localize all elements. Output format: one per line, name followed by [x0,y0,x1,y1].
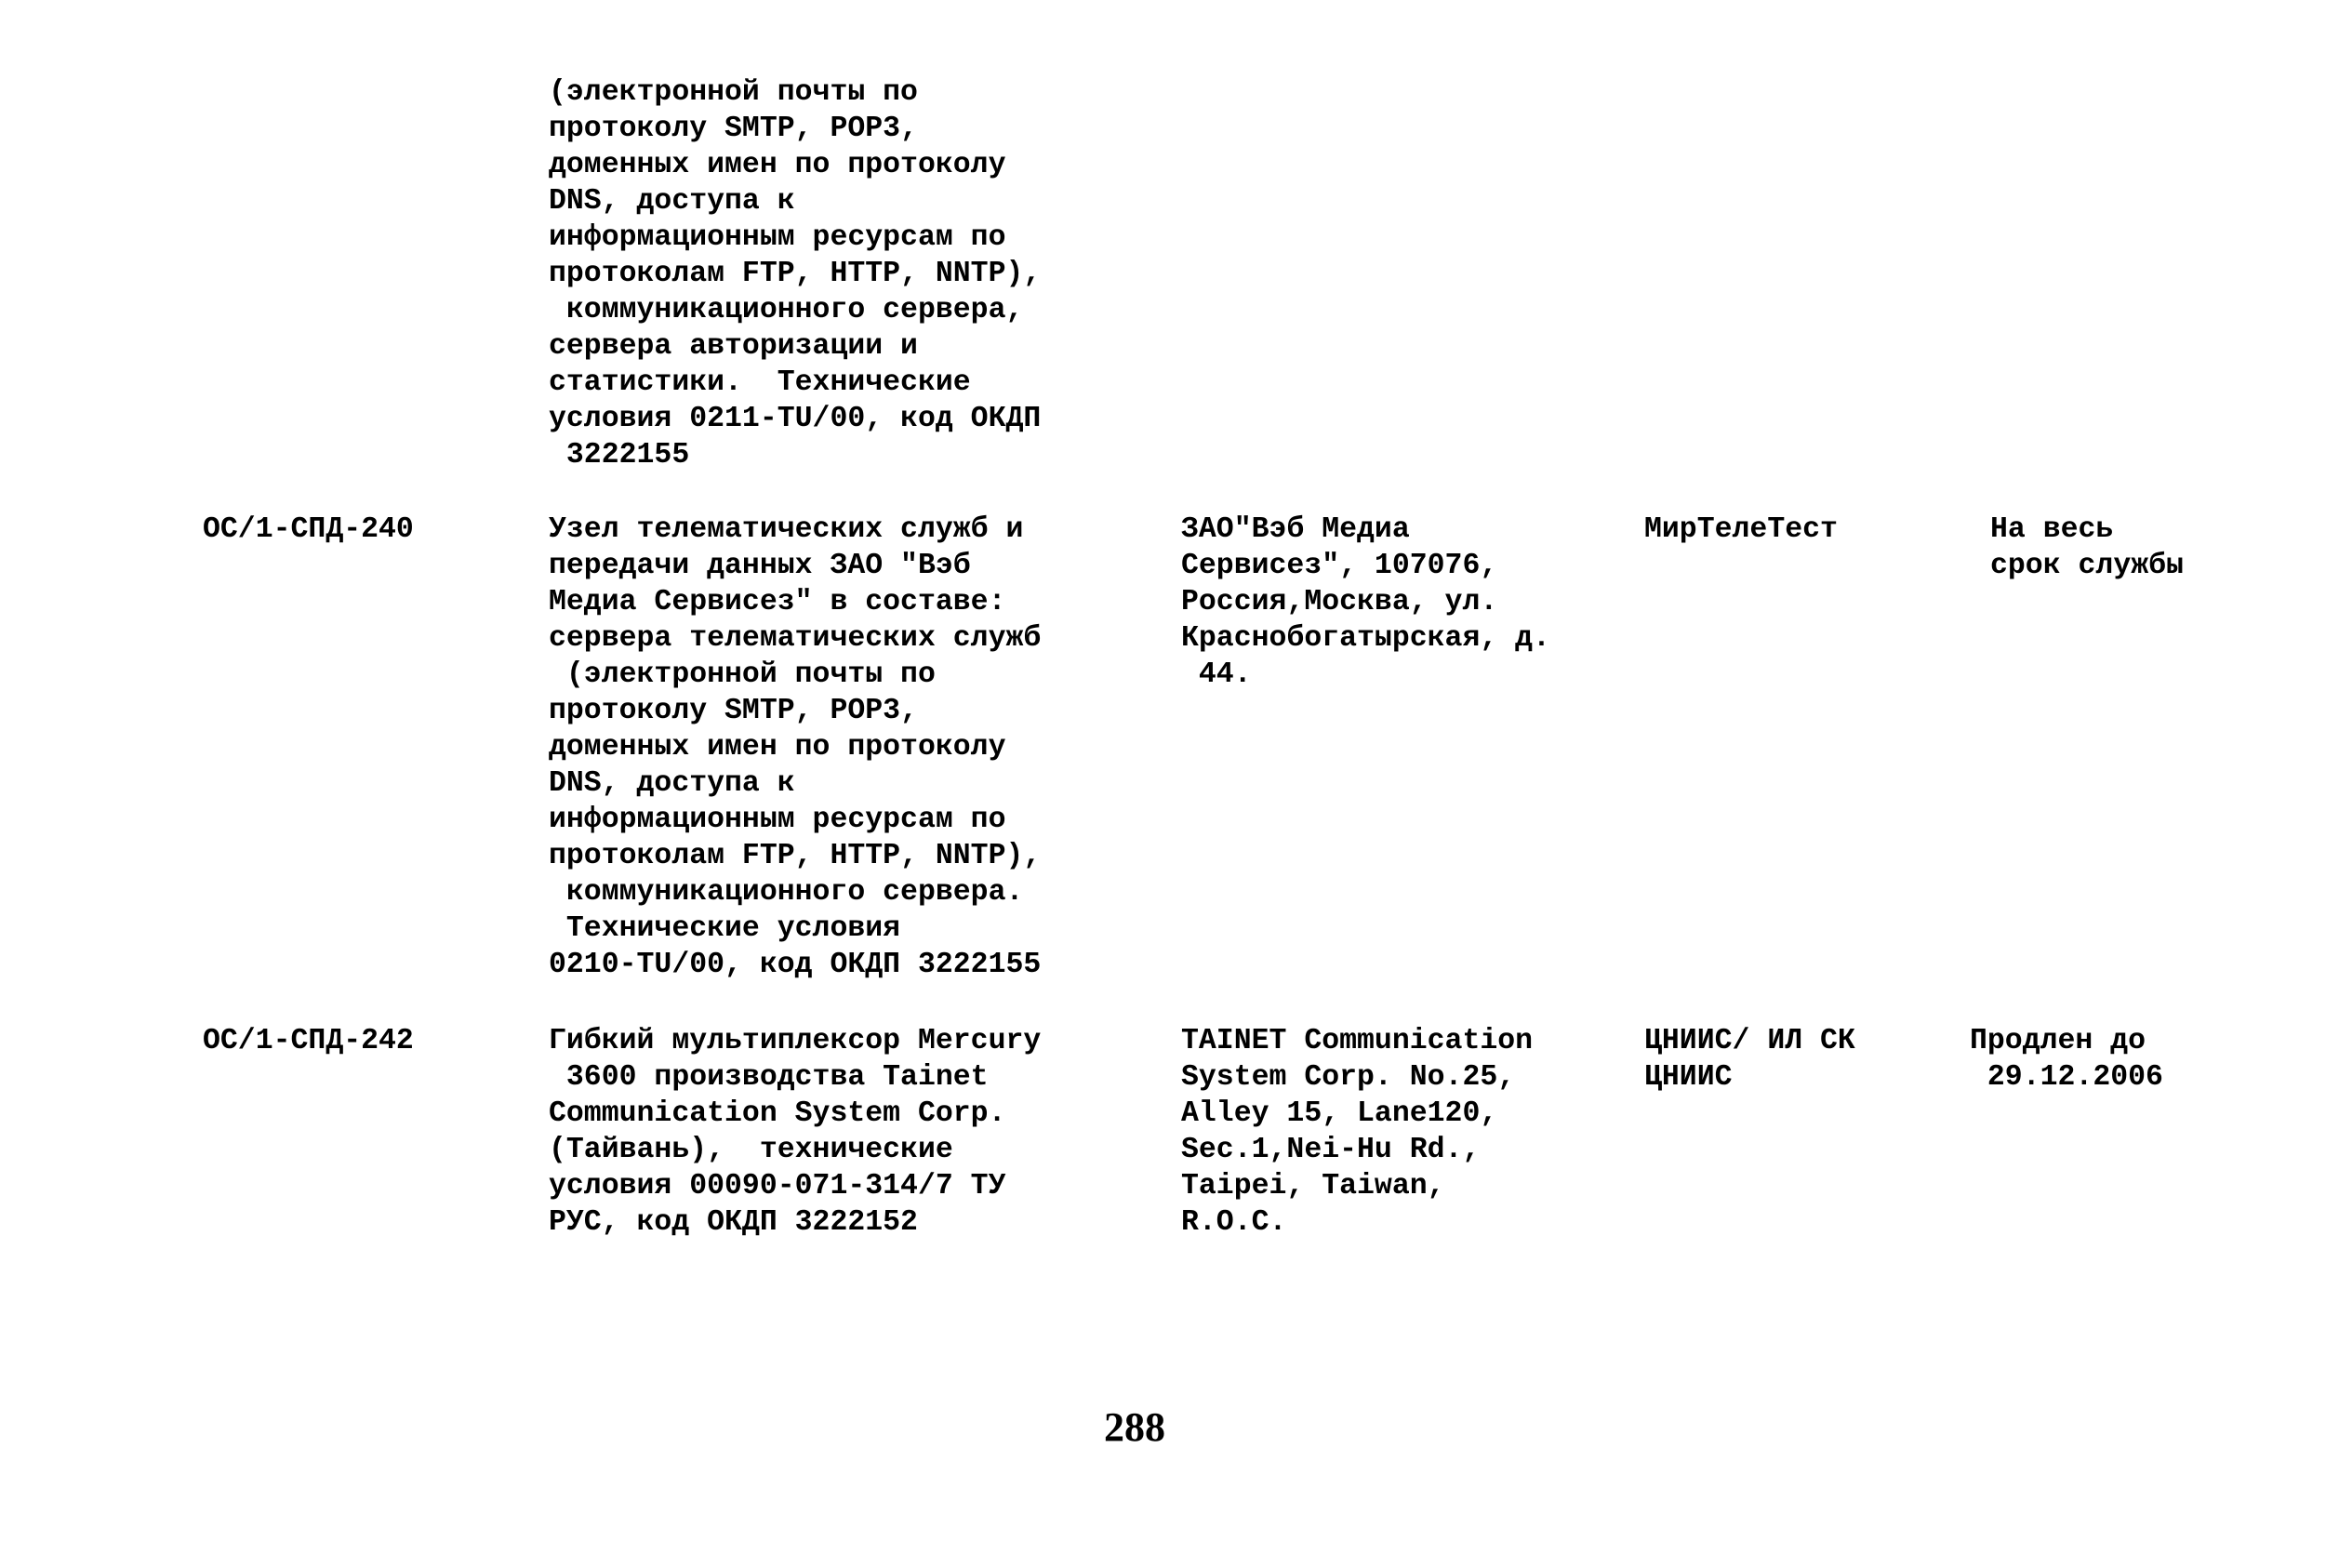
text-line: 3600 производства Tainet [549,1061,989,1094]
text-line: (электронной почты по [549,76,918,109]
text-line: срок службы [1990,550,2184,582]
text-line: доменных имен по протоколу [549,149,1006,181]
text-line: Taipei, Taiwan, [1181,1170,1445,1203]
text-line: ЦНИИС/ ИЛ СК [1644,1025,1855,1057]
text-line: Sec.1,Nei-Hu Rd., [1181,1134,1481,1166]
text-line: Communication System Corp. [549,1097,1006,1130]
text-line: Продлен до [1970,1025,2146,1057]
row-testing-body [1644,512,1838,548]
text-line: ЦНИИС [1644,1061,1733,1094]
text-line: протоколу SMTP, POP3, [549,695,918,727]
text-line: (электронной почты по [549,658,936,691]
text-line: 29.12.2006 [1970,1061,2163,1094]
text-line: DNS, доступа к [549,185,795,218]
text-line: 3222155 [549,439,690,472]
text-line: R.O.C. [1181,1206,1287,1239]
text-line: протоколам FTP, HTTP, NNTP), [549,258,1042,290]
row-applicant [1181,1023,1533,1241]
row-testing-body [1644,1023,1855,1096]
text-line: условия 00090-071-314/7 ТУ [549,1170,1006,1203]
text-line: условия 0211-TU/00, код ОКДП [549,403,1042,435]
text-line: МирТелеТест [1644,513,1838,546]
text-line: Гибкий мультиплексор Mercury [549,1025,1042,1057]
text-line: ЗАО"Вэб Медиа [1181,513,1410,546]
row-description [549,512,1041,983]
text-line: коммуникационного сервера. [549,876,1024,909]
text-line: TAINET Communication [1181,1025,1534,1057]
row-applicant [1181,512,1550,693]
text-line: Alley 15, Lane120, [1181,1097,1498,1130]
text-line: передачи данных ЗАО "Вэб [549,550,971,582]
text-line: Медиа Сервисез" в составе: [549,586,1006,618]
row-validity [1970,1023,2163,1096]
text-line: Узел телематических служб и [549,513,1024,546]
row-validity [1990,512,2184,584]
text-line: Технические условия [549,912,901,945]
page-number: 288 [1104,1404,1165,1450]
text-line: статистики. Технические [549,366,971,399]
text-line: протоколам FTP, HTTP, NNTP), [549,840,1042,872]
text-line: доменных имен по протоколу [549,731,1006,764]
text-line: (Тайвань), технические [549,1134,953,1166]
text-line: сервера авторизации и [549,330,918,363]
text-line: Краснобогатырская, д. [1181,622,1550,655]
continuation-description [549,74,1041,473]
text-line: 0210-TU/00, код ОКДП 3222155 [549,949,1042,981]
text-line: Россия,Москва, ул. [1181,586,1498,618]
text-line: DNS, доступа к [549,767,795,800]
row-code: ОС/1-СПД-240 [203,513,414,546]
text-line: информационным ресурсам по [549,221,1006,254]
row-description [549,1023,1041,1241]
text-line: Сервисез", 107076, [1181,550,1498,582]
text-line: System Corp. No.25, [1181,1061,1516,1094]
text-line: сервера телематических служб [549,622,1042,655]
text-line: РУС, код ОКДП 3222152 [549,1206,918,1239]
text-line: протоколу SMTP, POP3, [549,113,918,145]
text-line: коммуникационного сервера, [549,294,1024,326]
text-line: 44. [1181,658,1252,691]
text-line: На весь [1990,513,2114,546]
text-line: информационным ресурсам по [549,804,1006,836]
row-code: ОС/1-СПД-242 [203,1025,414,1057]
